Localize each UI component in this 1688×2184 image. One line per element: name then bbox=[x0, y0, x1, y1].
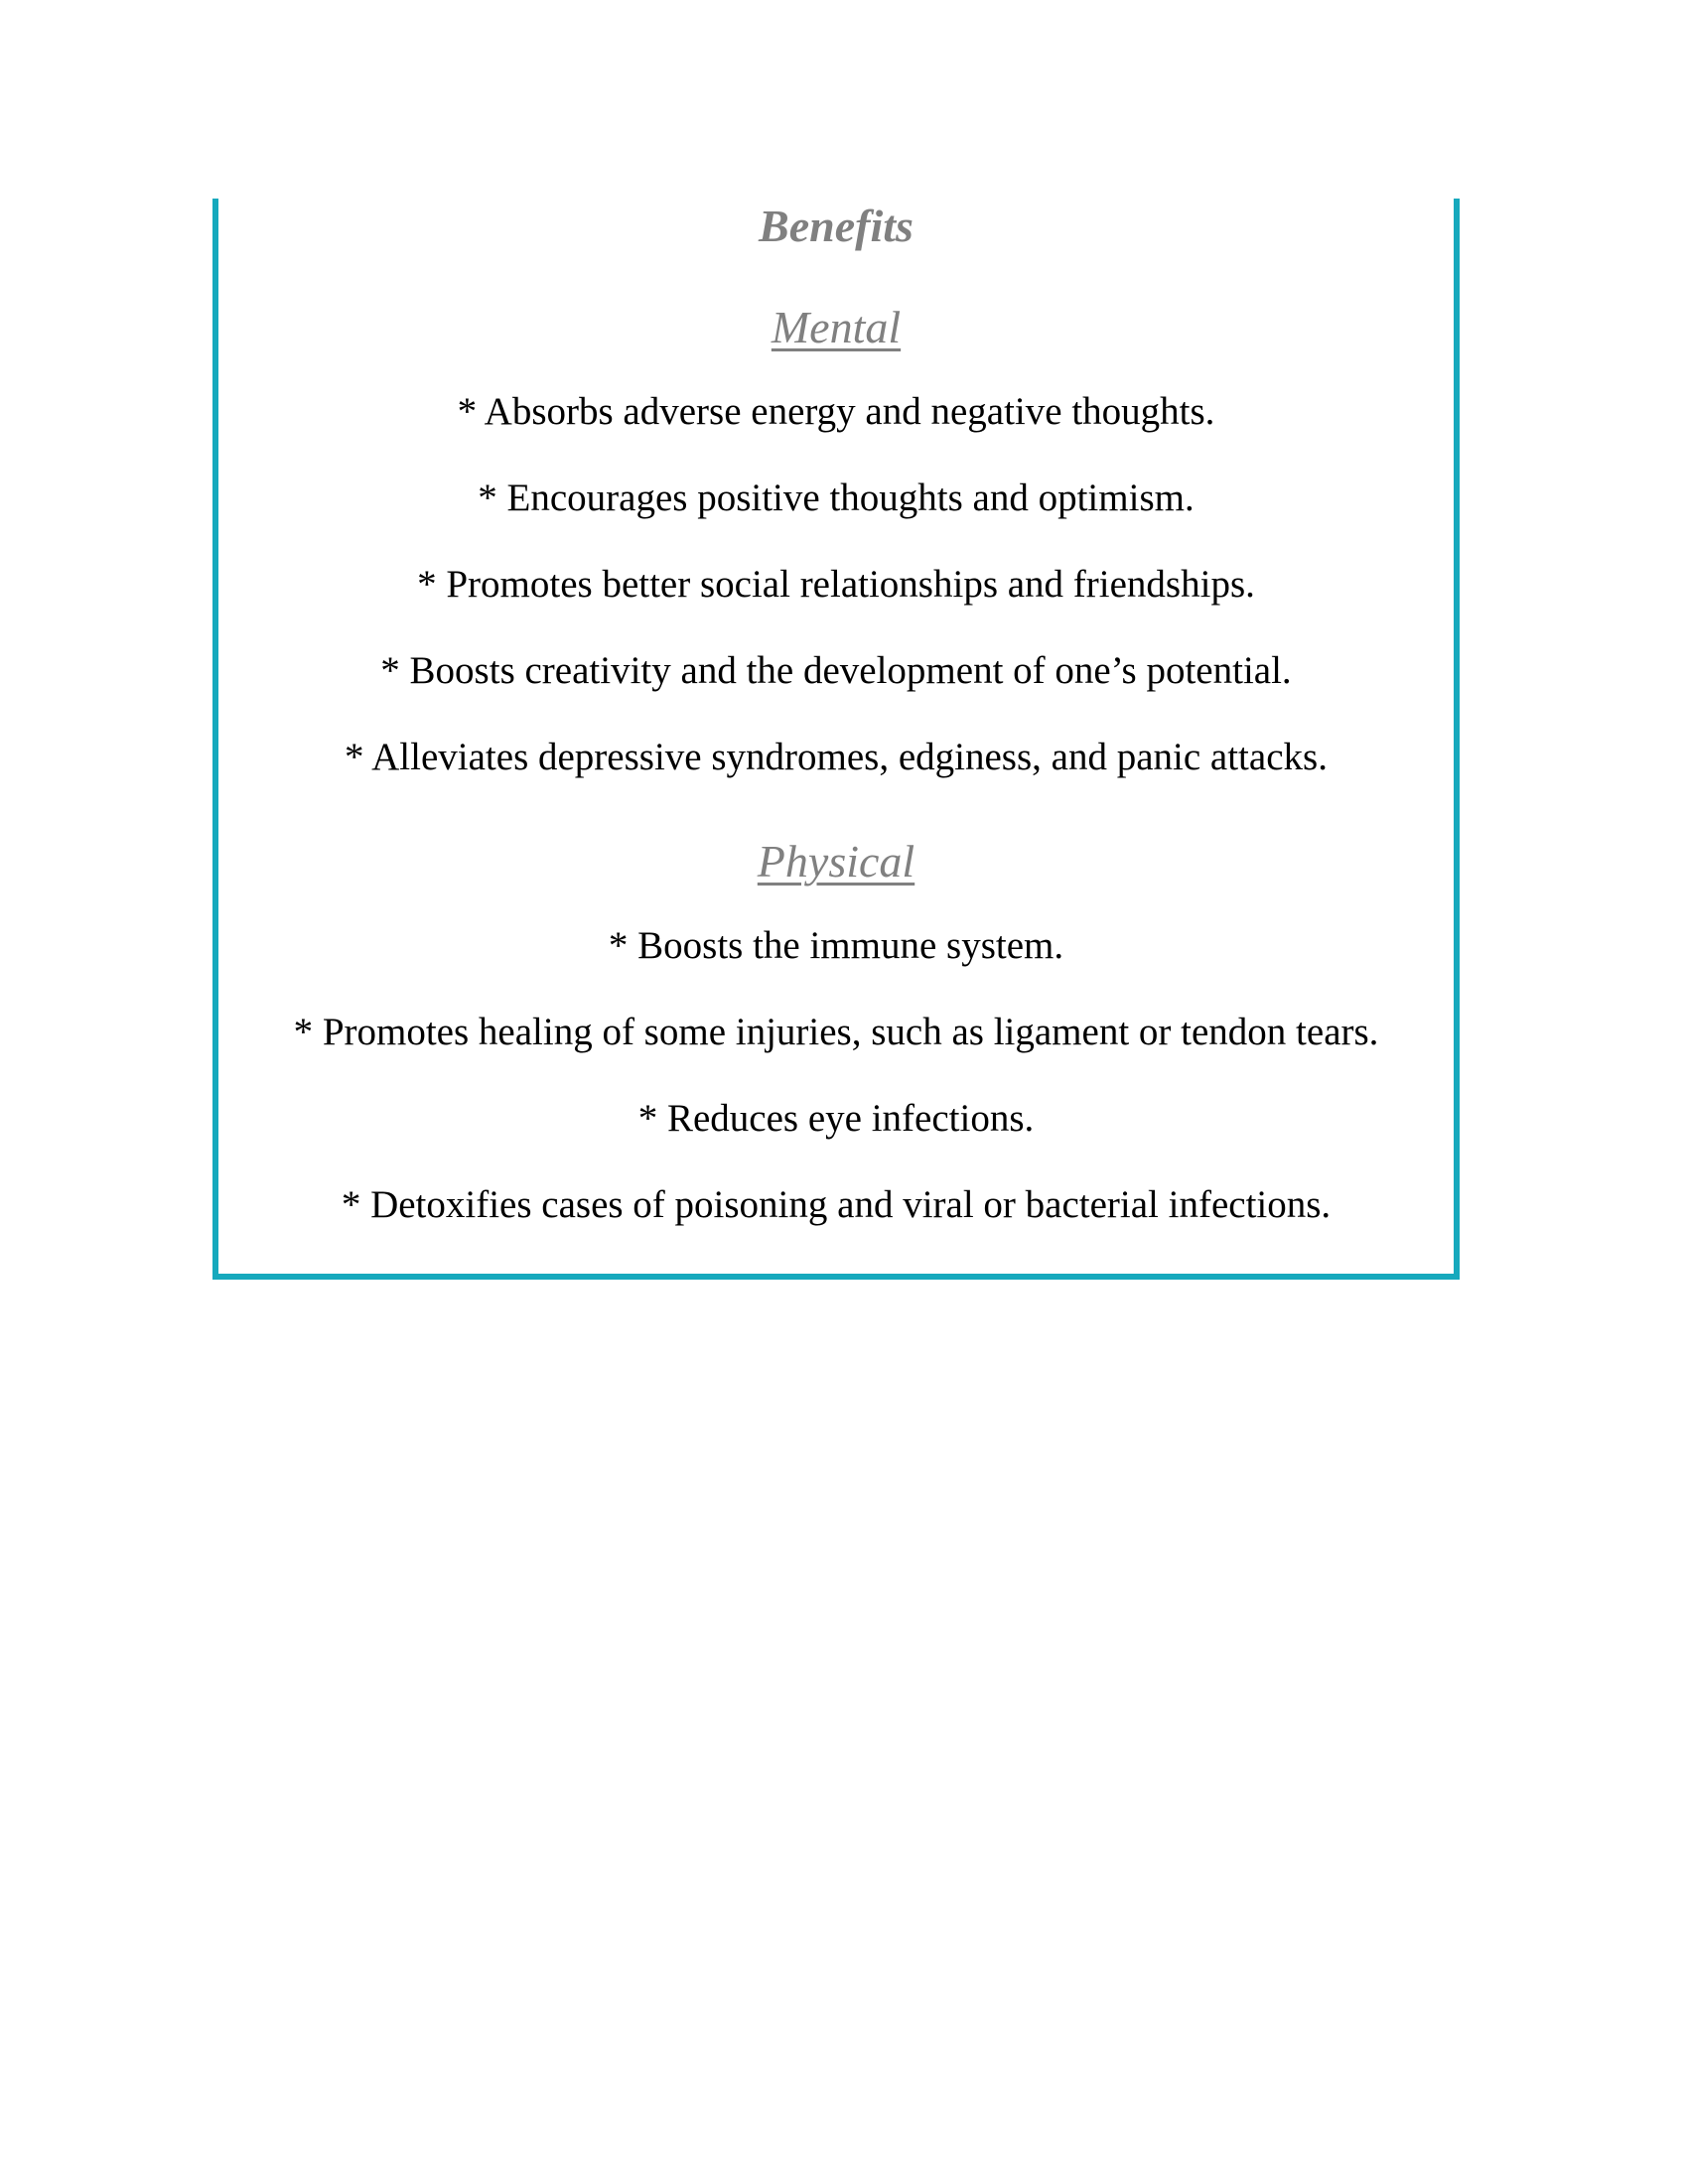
benefits-box bbox=[212, 199, 1460, 1280]
list-item: * Absorbs adverse energy and negative thoughts. bbox=[457, 390, 1215, 433]
section-heading-mental-text: Mental bbox=[771, 302, 902, 352]
section-heading-physical bbox=[218, 834, 1454, 889]
section-heading-physical-text: Physical bbox=[757, 836, 915, 887]
list-item: * Boosts creativity and the development of one’s potential. bbox=[380, 649, 1292, 692]
list-item: * Detoxifies cases of poisoning and viral or bacterial infections. bbox=[341, 1183, 1332, 1226]
list-item: * Promotes healing of some injuries, such as ligament or tendon tears. bbox=[293, 1011, 1379, 1053]
list-item: * Alleviates depressive syndromes, edginess, and panic attacks. bbox=[345, 736, 1328, 778]
list-item: * Promotes better social relationships and friendships. bbox=[417, 563, 1255, 606]
list-item: * Boosts the immune system. bbox=[608, 924, 1064, 967]
page-title: Benefits bbox=[759, 201, 914, 251]
list-item: * Encourages positive thoughts and optimism. bbox=[478, 477, 1195, 519]
section-heading-mental bbox=[218, 300, 1454, 355]
list-item: * Reduces eye infections. bbox=[637, 1097, 1035, 1140]
